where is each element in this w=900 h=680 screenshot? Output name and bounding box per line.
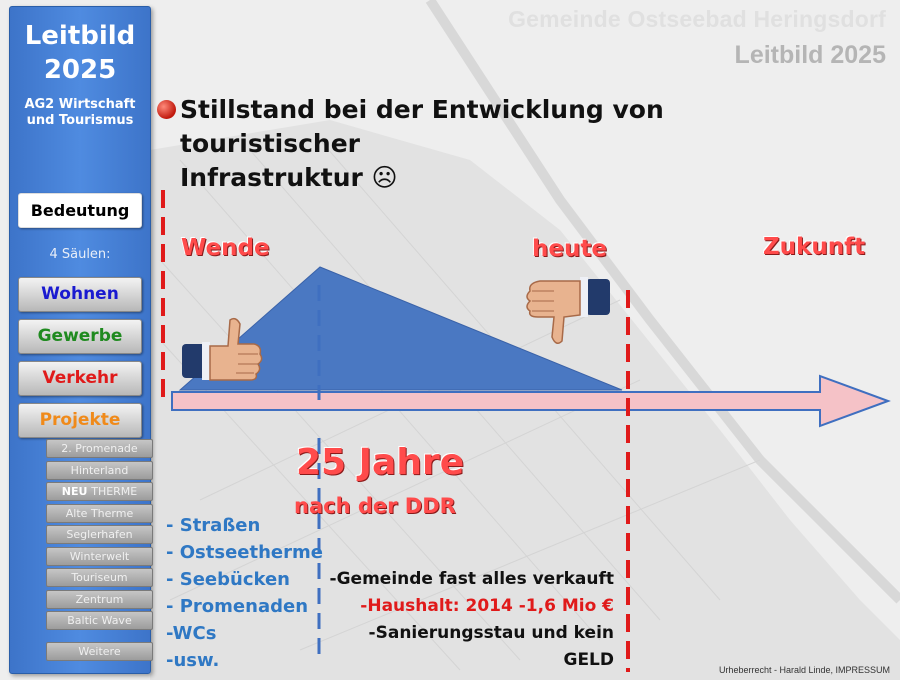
header-subtitle: Leitbild 2025 — [734, 41, 886, 69]
list-item: -usw. — [166, 650, 220, 671]
project-button[interactable]: Zentrum — [46, 590, 153, 609]
heute-label: heute — [532, 236, 607, 262]
thumbs-down-icon — [522, 275, 612, 347]
years-title: 25 Jahre — [296, 442, 465, 483]
sidebar-title: Leitbild — [24, 21, 136, 51]
list-item: - Ostseetherme — [166, 542, 323, 563]
pillar-button-verkehr[interactable]: Verkehr — [18, 361, 142, 396]
infrastructure-list — [166, 512, 323, 674]
list-item: -WCs — [166, 623, 217, 644]
list-item: - Promenaden — [166, 596, 309, 617]
project-button[interactable]: Hinterland — [46, 461, 153, 480]
note-item: -Haushalt: 2014 -1,6 Mio € — [360, 596, 614, 616]
project-button[interactable]: 2. Promenade — [46, 439, 153, 458]
new-badge: NEU — [61, 485, 92, 498]
years-subtitle: nach der DDR — [294, 494, 456, 518]
project-button[interactable]: Alte Therme — [46, 504, 153, 523]
header-organization: Gemeinde Ostseebad Heringsdorf — [508, 6, 886, 32]
project-label: THERME — [91, 485, 138, 498]
copyright-link[interactable]: Urheberrecht - Harald Linde, IMPRESSUM — [718, 665, 890, 675]
pillar-button-gewerbe[interactable]: Gewerbe — [18, 319, 142, 354]
project-button[interactable]: Touriseum — [46, 568, 153, 587]
weitere-button[interactable]: Weitere — [46, 642, 153, 661]
note-item: -Sanierungsstau und kein GELD — [368, 623, 614, 670]
list-item: - Seebücken — [166, 569, 290, 590]
wende-label: Wende — [181, 235, 270, 261]
thumbs-up-icon — [180, 316, 264, 384]
note-item: -Gemeinde fast alles verkauft — [329, 569, 614, 589]
headline-line2: Infrastruktur ☹ — [180, 163, 398, 192]
pillars-label: 4 Säulen: — [49, 247, 111, 262]
project-button[interactable]: Seglerhafen — [46, 525, 153, 544]
headline-line1: Stillstand bei der Entwicklung von touristischer — [180, 95, 664, 158]
sidebar-group-line2: und Tourismus — [26, 113, 134, 128]
pillar-button-projekte[interactable]: Projekte — [18, 403, 142, 438]
sidebar-group-line1: AG2 Wirtschaft — [24, 97, 136, 112]
notes-list — [324, 566, 614, 674]
list-item: - Straßen — [166, 515, 261, 536]
bedeutung-button[interactable]: Bedeutung — [18, 193, 142, 228]
sidebar-year: 2025 — [43, 55, 117, 85]
project-button[interactable]: Baltic Wave — [46, 611, 153, 630]
pillar-button-wohnen[interactable]: Wohnen — [18, 277, 142, 312]
zukunft-label: Zukunft — [763, 234, 866, 260]
project-button[interactable]: Winterwelt — [46, 547, 153, 566]
